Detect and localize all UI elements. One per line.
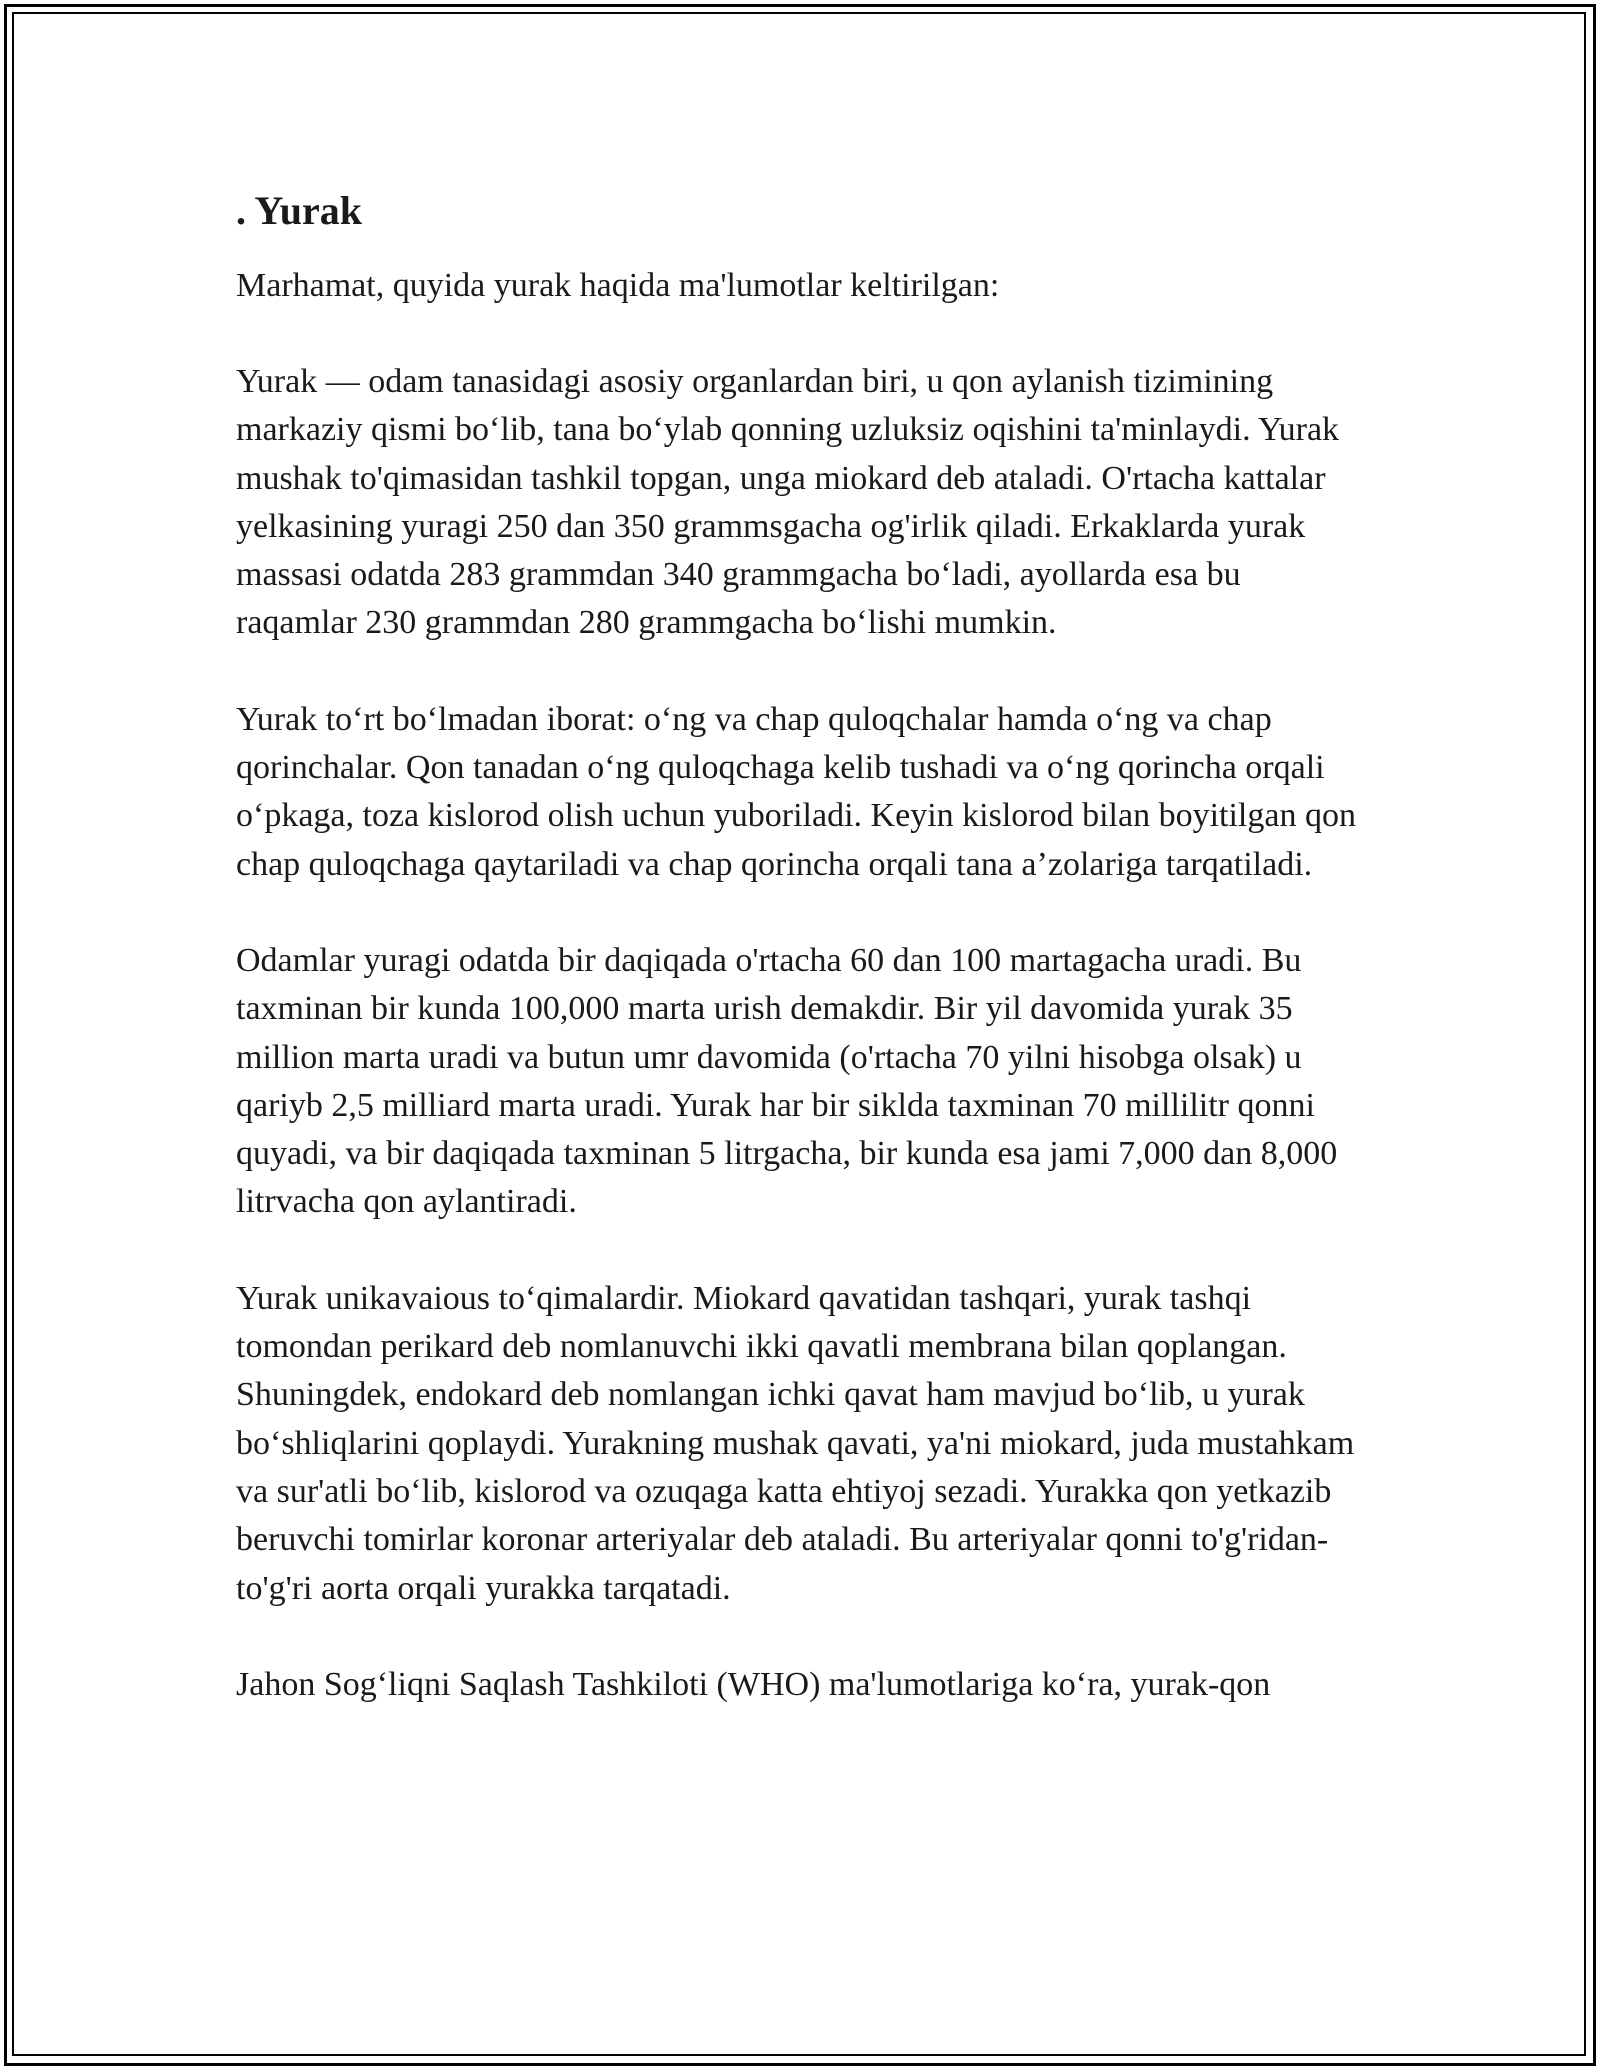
paragraph-heart-rate: Odamlar yuragi odatda bir daqiqada o'rtacha 60 dan 100 martagacha uradi. Bu taxminan bir kunda 100,000 marta urish demakdir. Bir yil davomida yurak 35 million marta uradi va butun umr davomida (o'rtacha 70 yilni hisobga olsak) u qariyb 2,5 milliard marta uradi. Yurak har bir siklda taxminan 70 millilitr qonni quyadi, va bir daqiqada taxminan 5 litrgacha, bir kunda esa jami 7,000 dan 8,000 litrvacha qon aylantiradi. [236,941,1338,1221]
paragraph-who-data: Jahon Sog‘liqni Saqlash Tashkiloti (WHO) ma'lumotlariga ko‘ra, yurak-qon [236,1665,1271,1703]
paragraph-heart-chambers: Yurak to‘rt bo‘lmadan iborat: o‘ng va chap quloqchalar hamda o‘ng va chap qorinchalar. Qon tanadan o‘ng quloqchaga kelib tushadi va o‘ng qorincha orqali o‘pkaga, toza kislorod olish uchun yuboriladi. Keyin kislorod bilan boyitilgan qon chap quloqchaga qaytariladi va chap qorincha orqali tana a’zolariga tarqatiladi. [236,700,1356,883]
paragraph-heart-layers: Yurak unikavaious to‘qimalardir. Miokard qavatidan tashqari, yurak tashqi tomondan perikard deb nomlanuvchi ikki qavatli membrana bilan qoplangan. Shuningdek, endokard deb nomlangan ichki qavat ham mavjud bo‘lib, u yurak bo‘shliqlarini qoplaydi. Yurakning mushak qavati, ya'ni miokard, juda mustahkam va sur'atli bo‘lib, kislorod va ozuqaga katta ehtiyoj sezadi. Yurakka qon yetkazib beruvchi tomirlar koronar arteriyalar deb ataladi. Bu arteriyalar qonni to'g'ridan-to'g'ri aorta orqali yurakka tarqatadi. [236,1279,1355,1607]
paragraph-heart-overview: Yurak — odam tanasidagi asosiy organlardan biri, u qon aylanish tizimining markaziy qismi bo‘lib, tana bo‘ylab qonning uzluksiz oqishini ta'minlaydi. Yurak mushak to'qimasidan tashkil topgan, unga miokard deb ataladi. O'rtacha kattalar yelkasining yuragi 250 dan 350 grammsgacha og'irlik qiladi. Erkaklarda yurak massasi odatda 283 grammdan 340 grammgacha bo‘ladi, ayollarda esa bu raqamlar 230 grammdan 280 grammgacha bo‘lishi mumkin. [236,363,1340,642]
intro-paragraph: Marhamat, quyida yurak haqida ma'lumotlar keltirilgan: [236,267,1000,304]
document-body [236,186,1366,1757]
document-heading: . Yurak [236,188,362,233]
